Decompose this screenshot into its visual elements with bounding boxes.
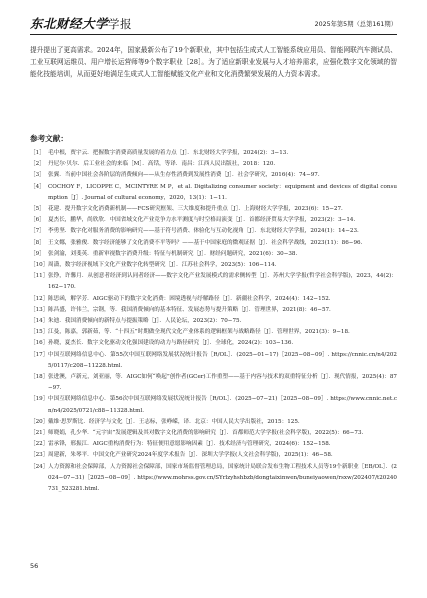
reference-item: [30, 327, 397, 338]
references-heading: 参考文献：: [30, 134, 68, 143]
reference-item: [30, 170, 397, 181]
reference-item: [30, 159, 397, 170]
reference-number: ［8］: [30, 239, 45, 246]
reference-number: ［1］: [30, 150, 45, 156]
reference-number: ［7］: [30, 228, 45, 235]
reference-text: 夏杰长，鹏华，尚欣欣．中国省域文化产业竞争力水平测度与时空格局演变［J］．首都经济贸易大学学报，2023(2)：3−14.: [48, 217, 356, 224]
reference-number: ［21］: [30, 430, 49, 437]
reference-text: 周潇，数字经济视域下文化产业数字化转型研究［J］．江苏社会科学，2023(5)：106−114.: [48, 262, 277, 269]
reference-number: ［13］: [30, 306, 49, 313]
reference-text: 江曼，陈嘉，郭新茹，等．“十四五”时期做全现代文化产业体系的逻辑框架与战略路径［J］．管理世界，2021(3)：9−18.: [48, 329, 350, 336]
reference-number: ［20］: [30, 418, 49, 425]
reference-item: [30, 182, 397, 204]
reference-number: ［16］: [30, 340, 49, 347]
reference-text: 毛中根，贾宇云．把握数字消费高质量发展的着力点［J］．东北财经大学学报，2024(2)：3−13.: [48, 150, 289, 156]
reference-item: [30, 215, 397, 226]
reference-item: [30, 238, 397, 249]
reference-text: 丹尼尔·贝尔．后工业社会的来临［M］．高铦，等译．南昌：江西人民出版社，2018：120.: [48, 161, 276, 168]
reference-number: ［3］: [30, 172, 45, 179]
reference-number: ［2］: [30, 161, 45, 168]
journal-logo: [30, 14, 132, 32]
reference-text: 张剑渝，刘斐英．重新审视数字消费升级：特征与机制研究［J］．财经问题研究，2021(6)：30−38.: [48, 250, 298, 257]
issue-info: 2025年第5期（总第161期）: [314, 21, 397, 28]
reference-item: [30, 271, 397, 293]
reference-text: 王文娜，张雅俊．数字经济能够了文化消费不平等吗？——基于中国家庭的微观证据［J］．社会科学战线，2023(11)：86−96.: [48, 239, 363, 246]
reference-item: [30, 417, 397, 428]
reference-number: ［18］: [30, 374, 49, 381]
reference-text: 花建．提升数字文化消费新机制——FCS研究框架、三大维度和提升重点［J］．上海财经大学学报，2023(6)：15−27.: [48, 206, 343, 213]
journal-name-suffix: 学报: [108, 17, 133, 31]
reference-text: 戴维·思罗斯比．经济学与文化［J］．王志标，张峥嵘，译．北京：中国人民大学出版社，2015：125.: [48, 418, 300, 425]
reference-number: ［6］: [30, 217, 45, 224]
reference-text: 张进澳，卢新元，刘亚丽，等．AIGC如何“唤起”创作者(GCer)工作重塑——基于内容与技术的双重特征分析［J］．现代情报，2025(4)：87−97.: [48, 374, 397, 392]
reference-item: [30, 148, 397, 159]
reference-number: ［19］: [30, 396, 49, 403]
reference-number: ［9］: [30, 250, 45, 257]
reference-text: 中国互联网络信息中心．第56次中国互联网络发展状况统计报告［R/OL］．(2025−07−21)［2025−08−09］. https://www.cnnic.net.cn/n4/2025/0721/c88−11328.html.: [48, 396, 397, 414]
references-list: [30, 148, 397, 495]
reference-text: 张铮，许馨月．从创意者经济到认同者经济——数字文化产业发展模式的需求侧转型［J］．苏州大学学报(哲学社会科学版)，2023，44(2)：162−170.: [48, 273, 397, 291]
reference-item: [30, 372, 397, 394]
reference-number: ［12］: [30, 295, 49, 302]
reference-item: [30, 450, 397, 461]
reference-item: [30, 249, 397, 260]
reference-text: 中国互联网络信息中心．第55次中国互联网络发展状况统计报告［R/OL］．(2025−01−17)［2025−08−09］. https://cnnic.cn/n4/2025/0117/c208−11228.html.: [48, 351, 397, 369]
reference-number: ［24］: [30, 463, 49, 470]
reference-number: ［23］: [30, 452, 49, 459]
reference-text: 陈昌盛，许伟兰，宗钢，等．我国消费倾向的基本特征、发展态势与提升策略［J］．管理世界，2021(8)：46−57.: [48, 306, 331, 313]
reference-number: ［14］: [30, 318, 49, 325]
reference-item: [30, 204, 397, 215]
reference-item: [30, 428, 397, 439]
reference-item: [30, 305, 397, 316]
reference-text: 人力资源和社会保障部，人力资源社会保障部，国家市场监督管理总局，国家统计局联合发布生物工程技术人员等19个新职业［EB/OL］．(2024−07−31)［2025−08−09］. https://www.mohrss.gov.cn/SYrlzyhshbzb/dongtaixinwen/buneiyaowen/rsxw/202407/t20240731_523281.html.: [48, 463, 397, 493]
reference-text: 孙晓，夏杰长．数字文化驱动文化强国建设的动力与路径研究［J］．全球化，2024(2)：103−136.: [48, 340, 294, 347]
reference-item: [30, 394, 397, 416]
reference-text: 张翼．当前中国社会各阶层的消费倾向——从生存性消费到发展性消费［J］．社会学研究，2016(4)：74−97.: [48, 172, 320, 179]
reference-text: 李勇坚．数字化对服务消费的影响研究——基于符号消费、体验化与互动化视角［J］．东北财经大学学报，2024(1)：14−23.: [48, 228, 359, 235]
reference-text: 师晓娟，孔少华．“元宇宙”发展逻辑及其对数字文化消费的影响研究［J］．首都师范大学学报(社会科学版)，2022(5)：66−73.: [48, 430, 364, 437]
reference-item: [30, 338, 397, 349]
reference-text: 陈思函，解学芳．AIGC驱动下的数字文化消费：困境透视与纾解路径［J］．新疆社会科学，2024(4)：142−152.: [48, 295, 331, 302]
intro-paragraph: 提升提出了更高需求。2024年，国家最新公布了19个新职业，其中包括生成式人工智能系统应用员、智能网联汽车测试员、工业互联网运维员、用户增长运营师等9个数字职业［28］。为了适应新职业发展与人才培养需求，应强化数字文化领域的智能化技能培训，从而更好地满足生成式人工智能赋能文化产业和文化消费繁荣发展的人力资本需求。: [30, 46, 397, 79]
reference-number: ［15］: [30, 329, 49, 336]
reference-item: [30, 439, 397, 450]
reference-text: 朱迪．我国消费倾向的新特点与提振策略［J］．人民论坛，2023(2)：70−75.: [48, 318, 242, 325]
reference-item: [30, 350, 397, 372]
reference-item: [30, 260, 397, 271]
reference-item: [30, 316, 397, 327]
reference-text: 周建新，朱琴平．中国文化产业研究2024年度学术报告［J］．深圳大学学报(人文社会科学版)，2025(1)：46−58.: [48, 452, 333, 459]
reference-number: ［4］: [30, 183, 45, 190]
reference-text: COCHOY F，LICOPPE C，MCINTYRE M P，et al. Digitalizing consumer society：equipment and devices of digital consumption［J］. Journal of cultural economy，2020，13(1)：1−11.: [48, 183, 397, 201]
reference-text: 雷承锋，邢振江．AIGC重构消费行为：特征便用意愿影响因素［J］．技术经济与管理研究，2024(6)：152−158.: [48, 441, 331, 448]
reference-number: ［11］: [30, 273, 49, 280]
page-header: [30, 14, 397, 35]
reference-item: [30, 462, 397, 496]
reference-number: ［22］: [30, 441, 49, 448]
reference-number: ［5］: [30, 206, 45, 213]
reference-number: ［10］: [30, 262, 49, 269]
reference-item: [30, 226, 397, 237]
journal-name: 东北财经大学: [30, 16, 109, 31]
reference-item: [30, 294, 397, 305]
page-number: 56: [30, 562, 39, 570]
reference-number: ［17］: [30, 351, 49, 358]
